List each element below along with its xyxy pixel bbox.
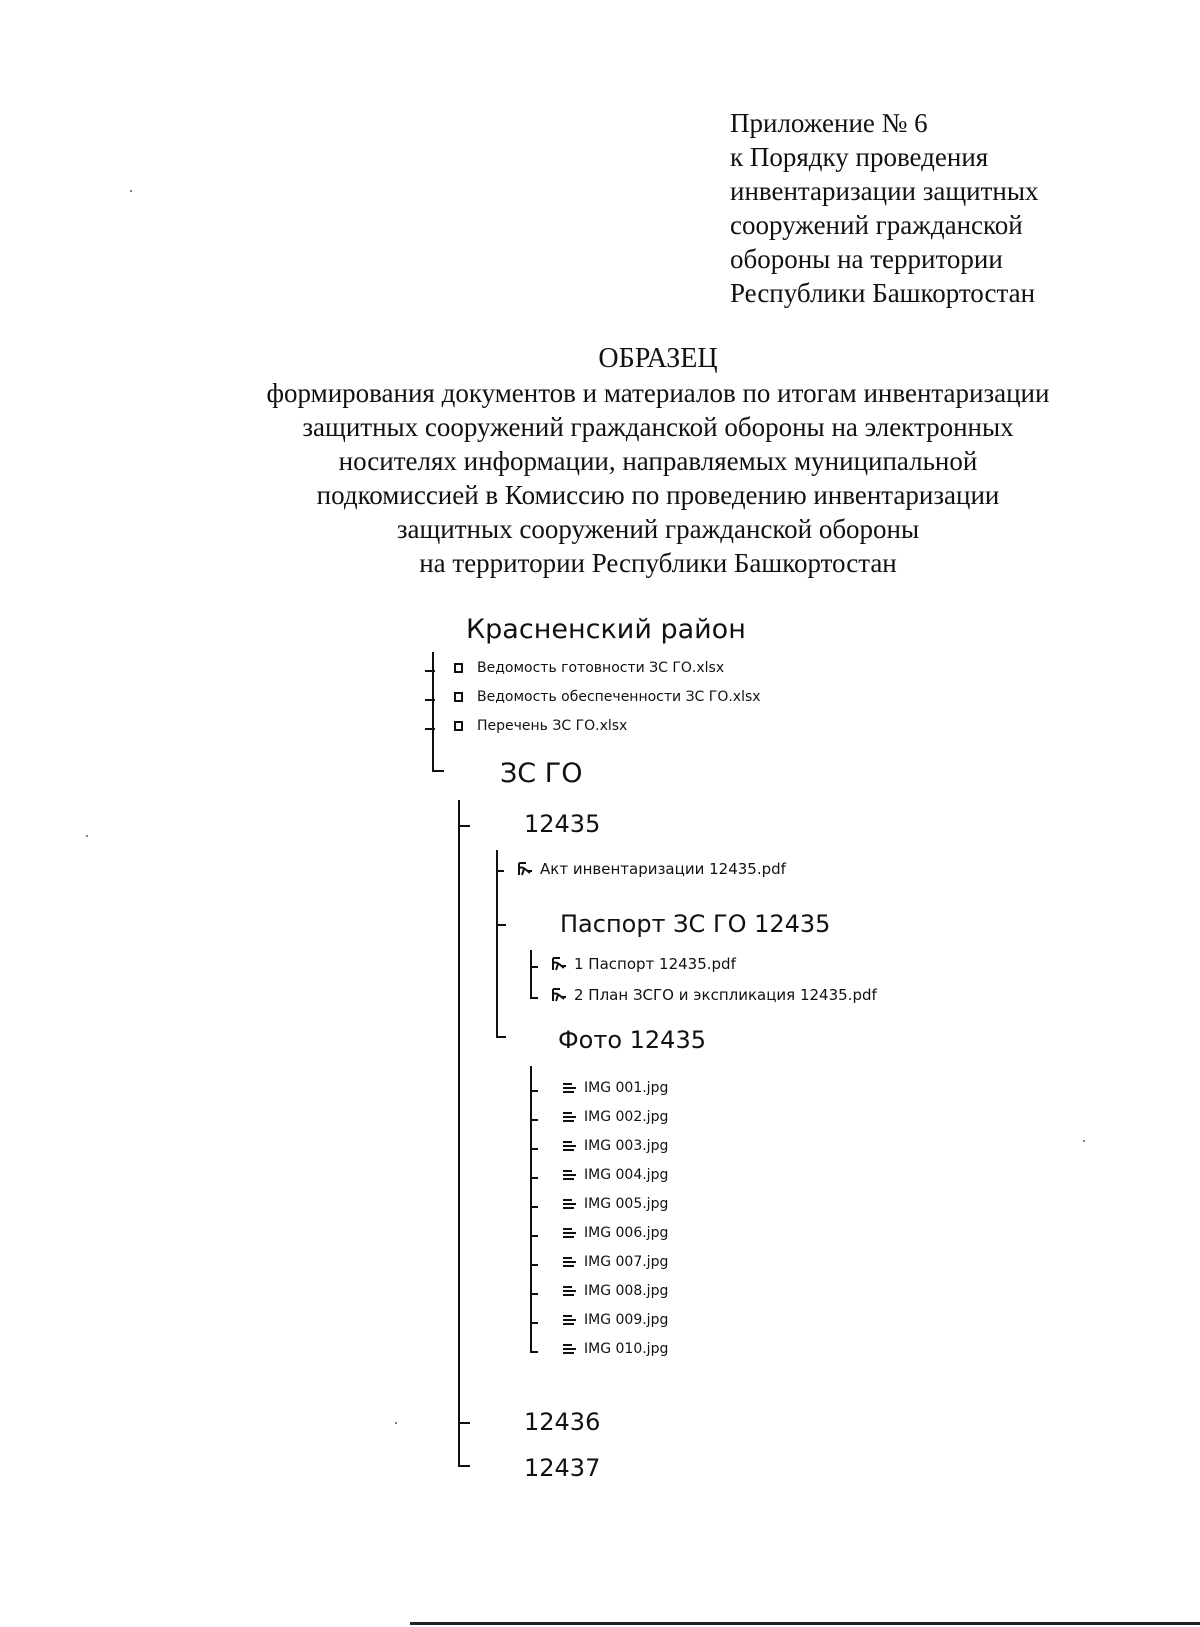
file-name: IMG 003.jpg	[584, 1138, 669, 1154]
file-name: IMG 006.jpg	[584, 1225, 669, 1241]
tree-connector	[496, 924, 506, 926]
tree-connector	[530, 1264, 538, 1266]
file-row	[454, 689, 761, 705]
file-name: Акт инвентаризации 12435.pdf	[540, 860, 786, 878]
title-line: формирования документов и материалов по итогам инвентаризации	[266, 378, 1050, 408]
file-name: 2 План ЗСГО и экспликация 12435.pdf	[574, 986, 877, 1004]
folder-root: Красненский район	[466, 614, 746, 645]
file-row	[562, 1254, 668, 1270]
folder-object-12436: 12436	[524, 1408, 601, 1436]
pdf-icon	[550, 956, 568, 972]
tree-connector	[530, 1351, 538, 1353]
file-row	[454, 660, 724, 676]
tree-connector	[530, 1293, 538, 1295]
spreadsheet-icon	[454, 721, 463, 731]
tree-connector	[530, 1066, 532, 1351]
pdf-icon	[550, 987, 568, 1003]
tree-connector	[458, 825, 470, 827]
image-icon	[562, 1082, 578, 1094]
tree-connector	[530, 1177, 538, 1179]
scan-speck	[1083, 1140, 1085, 1142]
tree-connector	[530, 966, 538, 968]
document-title: ОБРАЗЕЦ	[598, 343, 718, 374]
file-name: 1 Паспорт 12435.pdf	[574, 955, 736, 973]
file-name: IMG 004.jpg	[584, 1167, 669, 1183]
image-icon	[562, 1343, 578, 1355]
tree-connector	[530, 1148, 538, 1150]
appendix-line: обороны на территории	[730, 244, 1003, 274]
image-icon	[562, 1111, 578, 1123]
appendix-line: сооружений гражданской	[730, 210, 1023, 240]
tree-connector	[425, 670, 435, 672]
image-icon	[562, 1314, 578, 1326]
file-name: IMG 001.jpg	[584, 1080, 669, 1096]
folder-object-12437: 12437	[524, 1454, 601, 1482]
file-row	[562, 1196, 668, 1212]
tree-connector	[458, 1422, 470, 1424]
tree-connector	[530, 997, 538, 999]
tree-connector	[530, 1090, 538, 1092]
file-row	[562, 1109, 668, 1125]
tree-connector	[425, 699, 435, 701]
document-title-block	[0, 342, 1200, 580]
file-name: IMG 005.jpg	[584, 1196, 669, 1212]
appendix-line: Республики Башкортостан	[730, 278, 1036, 308]
tree-connector	[432, 770, 444, 772]
image-icon	[562, 1198, 578, 1210]
title-line: защитных сооружений гражданской обороны	[396, 514, 920, 544]
file-name: Ведомость обеспеченности ЗС ГО.xlsx	[477, 689, 761, 705]
file-row	[550, 955, 736, 973]
file-name: IMG 008.jpg	[584, 1283, 669, 1299]
file-name: Перечень ЗС ГО.xlsx	[477, 718, 628, 734]
file-row	[562, 1138, 668, 1154]
appendix-line: к Порядку проведения	[730, 142, 989, 172]
appendix-line: инвентаризации защитных	[730, 176, 1039, 206]
appendix-header	[730, 106, 1039, 310]
folder-object-12435: 12435	[524, 810, 601, 838]
file-row	[562, 1341, 668, 1357]
tree-connector	[530, 1119, 538, 1121]
tree-connector	[458, 800, 460, 1465]
file-row	[516, 860, 786, 878]
tree-connector	[530, 1235, 538, 1237]
folder-zs-go: ЗС ГО	[500, 758, 583, 789]
file-row	[562, 1312, 668, 1328]
image-icon	[562, 1169, 578, 1181]
tree-connector	[530, 1206, 538, 1208]
tree-connector	[496, 870, 504, 872]
image-icon	[562, 1285, 578, 1297]
spreadsheet-icon	[454, 692, 463, 702]
title-line: подкомиссией в Комиссию по проведению инвентаризации	[316, 480, 1000, 510]
image-icon	[562, 1256, 578, 1268]
folder-photo: Фото 12435	[558, 1026, 706, 1054]
title-line: на территории Республики Башкортостан	[419, 548, 897, 578]
tree-connector	[425, 728, 435, 730]
scan-speck	[130, 190, 132, 192]
file-row	[562, 1080, 668, 1096]
file-row	[562, 1225, 668, 1241]
scan-speck	[86, 835, 88, 837]
file-row	[562, 1283, 668, 1299]
title-line: носителях информации, направляемых муниципальной	[338, 446, 978, 476]
image-icon	[562, 1227, 578, 1239]
tree-connector	[496, 850, 498, 1036]
spreadsheet-icon	[454, 663, 463, 673]
tree-connector	[530, 1322, 538, 1324]
file-name: Ведомость готовности ЗС ГО.xlsx	[477, 660, 725, 676]
pdf-icon	[516, 861, 534, 877]
folder-passport: Паспорт ЗС ГО 12435	[560, 910, 831, 938]
title-line: защитных сооружений гражданской обороны на электронных	[302, 412, 1014, 442]
appendix-line: Приложение № 6	[730, 108, 928, 138]
file-row	[550, 986, 877, 1004]
scan-speck	[395, 1422, 397, 1424]
file-row	[454, 718, 627, 734]
tree-connector	[496, 1036, 506, 1038]
tree-connector	[458, 1465, 470, 1467]
file-name: IMG 002.jpg	[584, 1109, 669, 1125]
file-name: IMG 010.jpg	[584, 1341, 669, 1357]
scan-edge-line	[410, 1622, 1200, 1625]
file-row	[562, 1167, 668, 1183]
image-icon	[562, 1140, 578, 1152]
file-name: IMG 009.jpg	[584, 1312, 669, 1328]
tree-connector	[530, 950, 532, 998]
file-name: IMG 007.jpg	[584, 1254, 669, 1270]
